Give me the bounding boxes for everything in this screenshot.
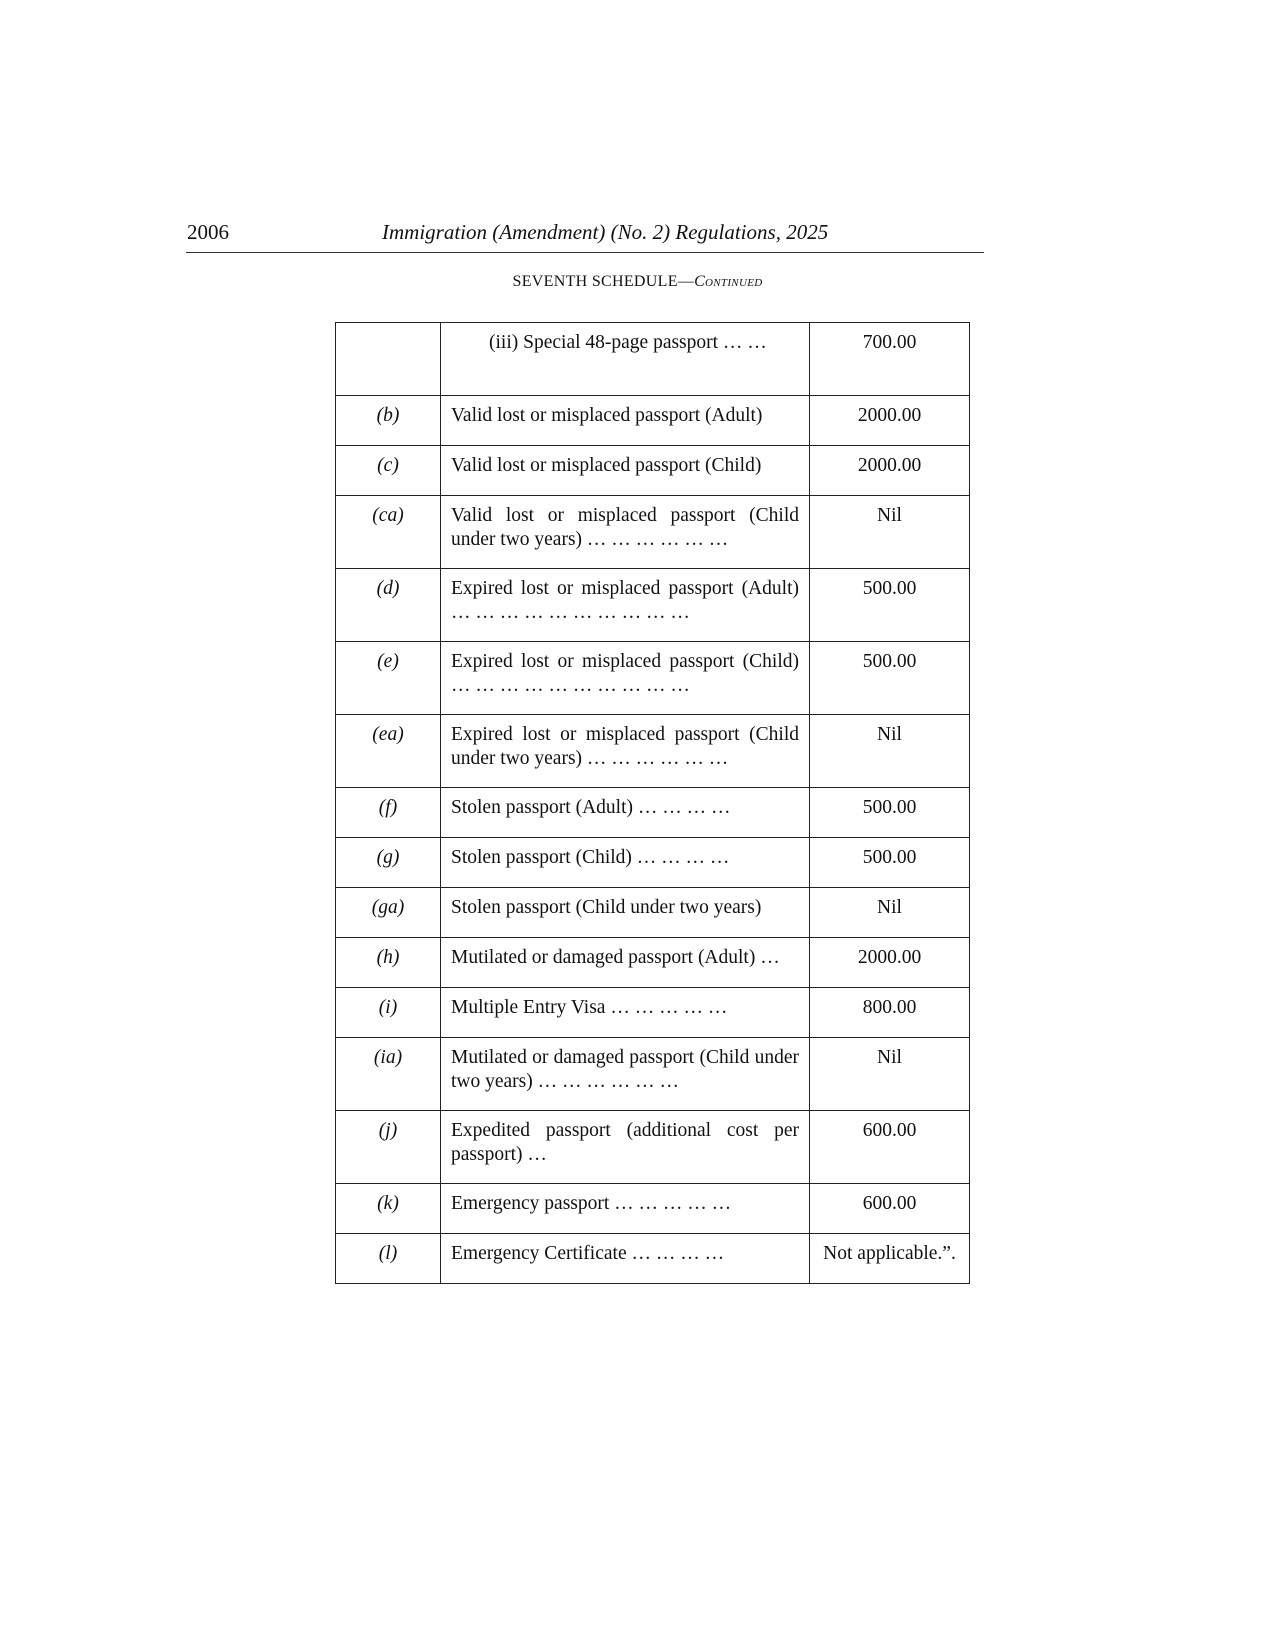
item-fee: Not applicable.”. [810,1234,970,1284]
item-fee: Nil [810,1038,970,1111]
item-label: (h) [336,938,441,988]
table-row [336,323,970,396]
schedule-heading [0,273,1275,291]
item-fee: 500.00 [810,788,970,838]
header-rule [186,252,984,253]
table-row [336,938,970,988]
table-row [336,888,970,938]
item-description: Valid lost or misplaced passport (Child) [441,446,810,496]
item-fee: 600.00 [810,1184,970,1234]
item-fee: 600.00 [810,1111,970,1184]
item-description: Stolen passport (Child) … … … … [441,838,810,888]
running-title: Immigration (Amendment) (No. 2) Regulations, 2025 [382,220,829,244]
schedule-heading-text: SEVENTH SCHEDULE— [512,273,695,290]
table-row [336,788,970,838]
item-description: Multiple Entry Visa … … … … … [441,988,810,1038]
item-label: (g) [336,838,441,888]
item-fee: Nil [810,715,970,788]
item-label: (i) [336,988,441,1038]
item-label: (ia) [336,1038,441,1111]
table-row [336,1111,970,1184]
item-description: Stolen passport (Child under two years) [441,888,810,938]
item-description: Emergency Certificate … … … … [441,1234,810,1284]
item-description: Emergency passport … … … … … [441,1184,810,1234]
item-label [336,323,441,396]
fees-table [335,322,970,1284]
item-fee: 2000.00 [810,938,970,988]
item-description: Mutilated or damaged passport (Child under two years) … … … … … … [441,1038,810,1111]
table-row [336,396,970,446]
item-fee: 500.00 [810,838,970,888]
item-description: Mutilated or damaged passport (Adult) … [441,938,810,988]
item-description: Stolen passport (Adult) … … … … [441,788,810,838]
item-description: Expired lost or misplaced passport (Child under two years) … … … … … … [441,715,810,788]
item-label: (j) [336,1111,441,1184]
item-label: (c) [336,446,441,496]
item-label: (l) [336,1234,441,1284]
table-row [336,988,970,1038]
item-label: (k) [336,1184,441,1234]
item-description: Expired lost or misplaced passport (Child) … … … … … … … … … … [441,642,810,715]
table-row [336,642,970,715]
item-description: Valid lost or misplaced passport (Child under two years) … … … … … … [441,496,810,569]
item-description: Valid lost or misplaced passport (Adult) [441,396,810,446]
table-row [336,715,970,788]
item-fee: Nil [810,496,970,569]
item-description [441,323,810,396]
item-fee: Nil [810,888,970,938]
item-fee: 800.00 [810,988,970,1038]
item-label: (ea) [336,715,441,788]
item-description: Expired lost or misplaced passport (Adult) … … … … … … … … … … [441,569,810,642]
item-fee: 500.00 [810,642,970,715]
table-row [336,1184,970,1234]
item-fee: 2000.00 [810,396,970,446]
table-row [336,838,970,888]
item-label: (d) [336,569,441,642]
table-row [336,446,970,496]
schedule-heading-continued: Continued [694,273,763,290]
item-label: (ga) [336,888,441,938]
table-row [336,496,970,569]
item-label: (ca) [336,496,441,569]
item-description: Expedited passport (additional cost per passport) … [441,1111,810,1184]
item-label: (b) [336,396,441,446]
item-fee: 700.00 [810,323,970,396]
item-fee: 500.00 [810,569,970,642]
table-row [336,1234,970,1284]
item-label: (e) [336,642,441,715]
table-row [336,569,970,642]
table-row [336,1038,970,1111]
item-description-text: (iii) Special 48-page passport … … [489,332,767,353]
item-fee: 2000.00 [810,446,970,496]
item-label: (f) [336,788,441,838]
page-number: 2006 [187,220,229,244]
